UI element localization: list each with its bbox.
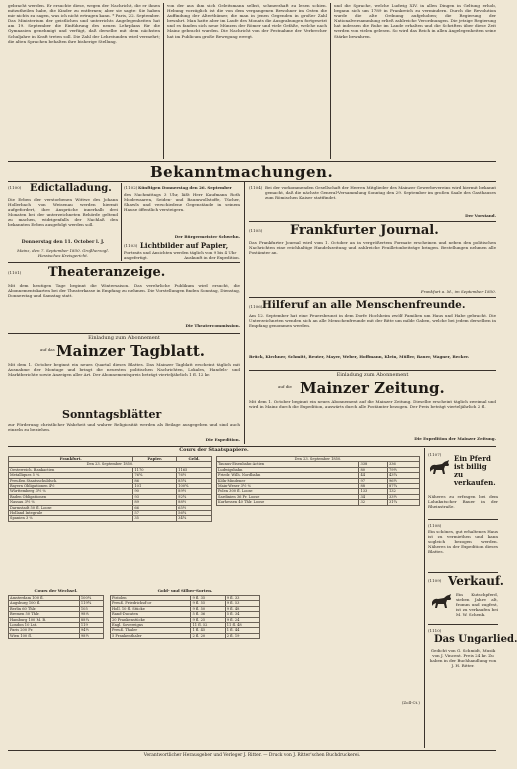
tagblatt-sub-title: Sonntagsblätter [62, 408, 162, 421]
table-cell: 93 [133, 494, 177, 499]
table-cell: Pistolen [111, 596, 191, 601]
table-cell: 9 fl. 50 [191, 606, 225, 611]
table-cell: Berlin 60 Thlr. [9, 606, 80, 611]
table-cell: 87¾ [387, 484, 419, 489]
rates-title: Cours der Staatspapiere. [179, 447, 249, 453]
top-column-3: und die Sprache, welche Ludwig XIV. in allen Dingen in Geltung erhob, begann sich um 1789 in Frankreich zu vermindern. Durch die Revolution wurde die alte Ordnung aufgehoben; die Regierung der Nationalversammlung erließ zahlreiche Verordnungen. Die jetzige Regierung hat indessen die Ruhe im Lande erhalten und die Schriften über diese Zeit werden von vielen gelesen. So wird das Reich in allen Angelegenheiten seine Stärke bewahren. [334, 3, 496, 39]
table-cell: Main-Weser 3½ % [217, 484, 359, 489]
table-cell: 100¼ [79, 596, 103, 601]
table-cell: 132 [387, 489, 419, 494]
table-cell: Spanien 3 % [9, 516, 133, 521]
table-cell: 20 Frankenstücke [111, 617, 191, 622]
table-cell: 1170 [133, 467, 177, 472]
invite-line: Einladung zum Abonnement [88, 335, 160, 341]
table-cell: Württemberg 3½ % [9, 489, 133, 494]
table-cell: 96½ [387, 478, 419, 483]
invite-pre: auf das [40, 347, 55, 352]
tagblatt-sub-body: zur Förderung christlicher Wahrheit und wahrer Religiosität werden als Beilage ausgegeben und sind auch einzeln zu beziehen. [8, 422, 240, 433]
table-cell: 97 [359, 478, 388, 483]
ad-body: des Nachmittags 3 Uhr, läßt Herr Kaufmann Roth Modewaaren, Seiden- und Baumwollstoffe, Tücher, Shawls und verschiedene Gegenstände in seinem Hause öffentlich versteigern. [124, 192, 240, 213]
ad-number: (1103) [124, 243, 138, 248]
ad-signature: Die Expedition der Mainzer Zeitung. [414, 436, 496, 441]
rates-left-table [8, 456, 212, 522]
table-cell: 79½ [387, 467, 419, 472]
ad-body: Bei der vorkommenden Gesellschaft der Herren Mitglieder des Mainzer Gewerbevereins wird hiermit bekannt gemacht, daß die nächste General-Versammlung Sonntag den 29. September im großen Saale des Gasthauses zum Römischen Kaiser stattfindet. [265, 185, 496, 201]
table-cell: Metalliques 5 % [9, 473, 133, 478]
table-footnote: (Zoll-Ct.) [401, 700, 420, 705]
ad-rule [8, 333, 240, 334]
ad-body: Portraits und Ansichten werden täglich von 9 bis 4 Uhr angefertigt. [124, 250, 237, 260]
ad-body: Gedicht von G. Schmidt, Musik von J. Vincent. Preis 24 kr. Zu haben in der Buchhandlung von J. H. Ritter. [429, 648, 497, 669]
ad-signature: Die Expedition. [205, 437, 240, 442]
table-cell: 5 Frankenthaler [111, 633, 191, 638]
table-cell: Bayern Obligationen 4½ [9, 484, 133, 489]
ad-rule [428, 572, 498, 573]
table-cell: 88½ [177, 500, 212, 505]
table-cell: Holland Integrale [9, 511, 133, 516]
table-cell: 119¾ [79, 601, 103, 606]
table-cell: 9 fl. 53 [225, 601, 259, 606]
ad-number: (1110) [428, 628, 442, 633]
table-cell: 44 [359, 473, 388, 478]
ad-title: Künftigen Donnerstag den 26. September [138, 185, 232, 190]
table-cell: 100¾ [177, 484, 212, 489]
table-cell: 85¾ [177, 478, 212, 483]
table-cell: Hamburg 100 M. B. [9, 617, 80, 622]
table-date: Den 23. September 1850. [217, 457, 420, 462]
table-cell: 88¼ [79, 617, 103, 622]
table-cell: Engl. Sovereigns [111, 623, 191, 628]
table-cell: Preuß. Thaler [111, 628, 191, 633]
wechsel-table [8, 595, 104, 639]
ad-number: (1109) [428, 578, 442, 583]
journal-body: Das Frankfurter Journal wird vom 1. October an in vergrößertem Formate erscheinen und neben den politischen Nachrichten eine reichhaltige Handelszeitung und zahlreiche Feuilletonbeiträge bringen. Bestellungen nehmen alle Postämter an. [249, 240, 496, 256]
footer-rule [8, 750, 496, 751]
table-cell: Darmstadt 50 fl. Loose [9, 505, 133, 510]
table-cell: Bremen 50 Thlr. [9, 612, 80, 617]
ad-number: (1101) [8, 270, 22, 275]
table-cell: Köln-Mindener [217, 478, 359, 483]
table-cell: 89½ [177, 489, 212, 494]
ad-body: Mit dem heutigen Tage beginnt die Wintersaison. Das verehrliche Publikum wird ersucht, die Abonnementskarten bei der Theaterkasse in Empfang zu nehmen. Die Vorstellungen finden Sonntag, Dienstag, Donnerstag und Samstag statt. [8, 283, 240, 299]
table-row [111, 633, 260, 638]
table-header: Frankfurt. [9, 457, 133, 462]
tagblatt-title: Mainzer Tagblatt. [56, 342, 206, 360]
horse-icon [428, 458, 452, 476]
table-cell: 66 [133, 505, 177, 510]
horse-icon [430, 592, 454, 610]
table-cell: Preußen Staatsschuldsch. [9, 478, 133, 483]
ad-body: Die Erben der verstorbenen Wittwe des Johann Hollerbach von Weisenau werden hiermit aufgefordert, ihre Ansprüche innerhalb drei Monaten bei der unterzeichneten Behörde geltend zu machen, widrigenfalls der Nachlaß den bekannten Erben ausgefolgt werden soll. [8, 197, 118, 228]
section-title: Bekanntmachungen. [150, 163, 334, 181]
table-cell: 119 [79, 623, 103, 628]
table-cell: Paris 200 Fr. [9, 628, 80, 633]
page-footer: Verantwortlicher Herausgeber und Verleger J. Ritter. — Druck von J. Ritter'schen Buchdruckerei. [143, 753, 361, 758]
gold-title: Gold- und Silber-Sorten. [157, 588, 213, 593]
table-cell: 80 [359, 467, 388, 472]
table-cell: Kurhessen 40 Thlr. Loose [217, 500, 359, 505]
hilferuf-names: Brück, Kirchner, Schmitt, Reuter, Mayer, Weber, Hoffmann, Klein, Müller, Bauer, Wagner, Becker. [249, 354, 470, 359]
ad-number: (1100) [8, 185, 22, 190]
table-cell: 32 [359, 500, 388, 505]
gold-table [110, 595, 260, 639]
table-cell: 5 fl. 36 [191, 612, 225, 617]
table-cell: 11 fl. 48 [225, 623, 259, 628]
ad-date: Donnerstag den 11. October l. J. [21, 240, 105, 245]
table-header: Papier. [133, 457, 177, 462]
ad-number: (1108) [428, 523, 442, 528]
table-cell: 133 [359, 489, 388, 494]
zeitung-body: Mit dem 1. October beginnt ein neues Abonnement auf die Mainzer Zeitung. Dieselbe erscheint täglich zweimal und wird in Mainz durch die Expedition, auswärts durch alle Postämter bezogen. Der Preis beträgt vierteljährlich 2 fl. [249, 399, 496, 410]
coin-table [110, 595, 260, 639]
table-cell: 2 fl. 20 [191, 633, 225, 638]
ad-body: Näheres zu erfragen bei dem Lohnkutscher Bauer in der Rheinstraße. [428, 494, 498, 510]
ad-number: (1105) [249, 228, 263, 233]
ad-title: Theateranzeige. [48, 265, 166, 280]
ad-number: (1104) [249, 185, 263, 190]
ad-title: Das Ungarlied. [434, 634, 517, 645]
table-cell: Ludwigsbahn [217, 467, 359, 472]
table-cell: Holl. 10 fl. Stücke [111, 606, 191, 611]
ad-number: (1102) [124, 185, 138, 190]
ad-signature: Der Vorstand. [465, 213, 496, 218]
table-cell: Augsburg 100 fl. [9, 601, 80, 606]
column-divider [424, 448, 425, 748]
exchange-table [8, 595, 104, 639]
ad-rule [428, 519, 498, 520]
column-divider [163, 3, 164, 159]
table-cell: 35 [133, 516, 177, 521]
ad-title: Verkauf. [448, 574, 504, 588]
ad-rule [8, 262, 240, 263]
table-cell: 88 [359, 484, 388, 489]
ad-number: (1107) [428, 452, 442, 457]
table-cell: Nassau 3½ % [9, 500, 133, 505]
table-row [9, 516, 212, 521]
column-divider [244, 182, 245, 444]
table-cell: 9 fl. 24 [225, 617, 259, 622]
ad-signature: Die Theatercommission. [185, 323, 240, 328]
table-cell: 94½ [79, 628, 103, 633]
table-cell: 98⅛ [79, 612, 103, 617]
table-cell: 1 fl. 45 [191, 628, 225, 633]
ad-rule [249, 297, 496, 298]
top-column-2: von der aus ihm sich Geleitsmann selbst, schmerzhaft zu lesen schien. Hebung vorzüglich ist die von dem vergangenen Bewohner im Osten die Auffindung der Alterthümer, die man in jenen Gegenden in großer Zahl bewahrt. Man hatte aber im Laufe des Monats die Ausgrabungen fortgesetzt und es fanden sich neue Münzen der Römer und viele Gefäße, welche nach Mainz gebracht wurden. Die Nachricht von der Festnahme der Verbrecher hat im Publicum große Bewegung erregt. [167, 3, 327, 39]
table-cell: 1 fl. 44 [225, 628, 259, 633]
table-cell: 9 fl. 55 [191, 601, 225, 606]
ad-number: (1106) [249, 304, 263, 309]
invite-pre: auf die [278, 384, 292, 389]
ad-rule [249, 221, 496, 222]
table-cell: 76½ [177, 473, 212, 478]
table-cell: Polen 300 fl. Loose [217, 489, 359, 494]
table-cell: Amsterdam 100 fl. [9, 596, 80, 601]
table-cell: 9 fl. 25 [191, 617, 225, 622]
table-cell: 2 fl. 19 [225, 633, 259, 638]
tagblatt-body: Mit dem 1. October beginnt ein neues Quartal dieses Blattes. Das Mainzer Tagblatt erscheint täglich mit Ausnahme der Montage und bringt die neuesten politischen Nachrichten, Lokales, Handels- und Marktberichte sowie Anzeigen aller Art. Der Abonnementspreis beträgt vierteljährlich 1 fl. 12 kr. [8, 362, 240, 378]
table-cell: Taunus-Eisenbahn-Actien [217, 462, 359, 467]
invite-line: Einladung zum Abonnement [336, 372, 409, 378]
table-cell: Sardinien 36 Fr. Loose [217, 494, 359, 499]
table-cell: 338 [359, 462, 388, 467]
ad-body: Ein schönes, gut erhaltenes Haus ist zu vermiethen und kann sogleich bezogen werden. Näheres in der Expedition dieses Blattes. [428, 529, 498, 555]
stock-table [8, 456, 212, 522]
table-cell: 5 fl. 34 [225, 612, 259, 617]
table-cell: 9 fl. 35 [191, 596, 225, 601]
table-cell: 34 [359, 494, 388, 499]
hilferuf-title: Hilferuf an alle Menschenfreunde. [262, 299, 466, 311]
journal-title: Frankfurter Journal. [290, 223, 439, 238]
top-column-1: gebracht werden. Er ersuchte diese, wegen der Nachricht, die er ihnen mitzutheilen habe, die Kinder zu entfernen; aber sie sagte: Sie haben mir nichts zu sagen, was ich nicht ertragen kann. * Paris, 22. September. Das Ministerium der geistlichen und unterrichts Angelegenheiten hat am 19. September die Einführung des neuen Lehrplans für die Gymnasien genehmigt und verfügt, daß derselbe mit dem nächsten Schuljahre in Kraft treten soll. Die Zahl der Lehrstunden wird vermehrt; die alten Sprachen behalten ihre bisherige Stellung. [8, 3, 160, 44]
ad-title: Lichtbilder auf Papier, [140, 241, 229, 250]
section-rule [8, 161, 496, 162]
ad-signature: Mainz, den 7. September 1850. Großherzogl. Hessisches Kreisgericht. [17, 248, 109, 258]
table-cell: Oesterreich. Bankactien [9, 467, 133, 472]
ad-rule [428, 624, 498, 625]
ad-title: Edictalladung. [30, 183, 112, 194]
stock-table [216, 456, 420, 506]
ad-title: Ein Pferd ist billig zu verkaufen. [454, 454, 496, 487]
table-cell: 105 [79, 606, 103, 611]
table-cell: 9 fl. 33 [225, 596, 259, 601]
ad-signature: Frankfurt a. M., im September 1850. [420, 289, 496, 294]
table-cell: 336 [387, 462, 419, 467]
column-divider [330, 3, 331, 159]
table-cell: 65½ [177, 505, 212, 510]
table-date: Den 23. September 1850. [9, 462, 212, 467]
table-cell: 57 [133, 511, 177, 516]
table-cell: Preuß. Friedrichsd'or [111, 601, 191, 606]
table-cell: 90 [133, 489, 177, 494]
table-cell: 43¾ [387, 473, 419, 478]
table-cell: 31¾ [387, 500, 419, 505]
ad-signature: Auskunft in der Expedition. [184, 255, 240, 260]
table-cell: 89 [133, 500, 177, 505]
table-row [9, 633, 104, 638]
table-cell: 33½ [387, 494, 419, 499]
wechsel-title: Cours der Wechsel. [34, 588, 78, 593]
table-row [217, 500, 420, 505]
ad-signature: Der Bürgermeister Schwehn. [174, 234, 240, 239]
table-cell: 86 [133, 478, 177, 483]
table-cell: 11 fl. 52 [191, 623, 225, 628]
column-divider [121, 183, 122, 261]
table-cell: Friedr. Wilh. Nordbahn [217, 473, 359, 478]
section-rule [8, 446, 496, 447]
table-header: Geld. [177, 457, 212, 462]
table-cell: Wien 100 fl. [9, 633, 80, 638]
table-cell: Rand-Ducaten [111, 612, 191, 617]
ad-rule [249, 370, 496, 371]
ad-body: Ein Kutschpferd, sieben Jahre alt, fromm und zugfest, ist zu verkaufen bei M. W. Schenk. [456, 592, 498, 618]
hilferuf-body: Am 12. September hat eine Feuersbrunst in dem Dorfe Hochheim zwölf Familien um Haus und Habe gebracht. Die Unterzeichneten wenden sich an alle Menschenfreunde mit der Bitte um milde Gaben, welche bei jedem derselben in Empfang genommen werden. [249, 313, 496, 329]
zeitung-title: Mainzer Zeitung. [300, 379, 445, 397]
table-cell: 92¾ [177, 494, 212, 499]
rates-right-table [216, 456, 420, 506]
table-cell: 9 fl. 48 [225, 606, 259, 611]
table-cell: Baden Obligationen [9, 494, 133, 499]
table-cell: 1165 [177, 467, 212, 472]
section-rule [8, 181, 496, 182]
table-cell: 101 [133, 484, 177, 489]
table-cell: 98½ [79, 633, 103, 638]
table-cell: 56¾ [177, 511, 212, 516]
table-cell: 34¾ [177, 516, 212, 521]
table-cell: London 10 Lst. [9, 623, 80, 628]
table-cell: 76¾ [133, 473, 177, 478]
